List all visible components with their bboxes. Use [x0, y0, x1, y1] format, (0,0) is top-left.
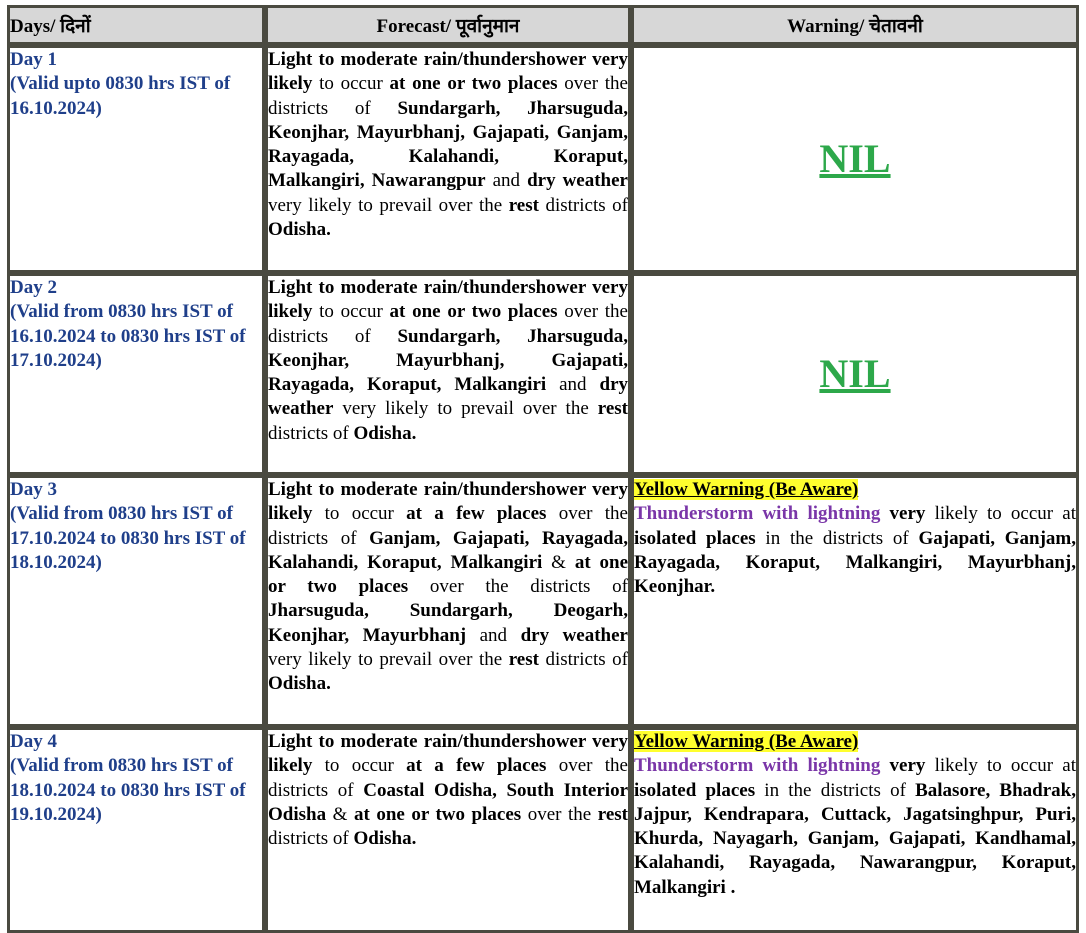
- forecast-coverage: at one or two places: [353, 803, 522, 825]
- forecast-rest: rest: [508, 194, 539, 216]
- validity-text: (Valid upto 0830 hrs IST of 16.10.2024): [10, 73, 231, 119]
- forecast-text: and: [485, 170, 528, 192]
- forecast-text: districts of: [538, 649, 628, 671]
- header-warning: Warning/ चेतावनी: [631, 5, 1079, 45]
- forecast-intensity: Light to moderate rain/thundershower very likely: [268, 479, 628, 525]
- forecast-text: to occur: [312, 301, 390, 323]
- forecast-text: very likely to prevail over the: [333, 398, 598, 420]
- forecast-coverage: at one or two places: [268, 551, 629, 598]
- forecast-text: and: [466, 624, 521, 646]
- header-forecast: Forecast/ पूर्वानुमान: [265, 5, 631, 45]
- forecast-districts: Coastal Odisha, South Interior Odisha: [268, 779, 628, 825]
- forecast-text: over the districts of: [408, 576, 628, 598]
- forecast-state: Odisha.: [353, 828, 417, 850]
- forecast-state: Odisha.: [268, 219, 331, 241]
- forecast-districts: Sundargarh, Jharsuguda, Keonjhar, Mayurbhanj, Gajapati, Ganjam, Rayagada, Kalahandi, Koraput, Malkangiri, Nawarangpur: [268, 97, 628, 192]
- forecast-text: over the districts of: [268, 301, 628, 347]
- forecast-intensity: Light to moderate rain/thundershower very likely: [268, 49, 628, 95]
- forecast-text: and: [546, 374, 600, 396]
- validity-text: (Valid from 0830 hrs IST of 18.10.2024 to 0830 hrs IST of 19.10.2024): [10, 755, 246, 825]
- table-row: [7, 273, 1079, 475]
- forecast-text: &: [326, 803, 354, 825]
- forecast-text: very likely to prevail over the: [268, 649, 509, 671]
- warning-text: in the districts of: [755, 779, 916, 801]
- warning-cell: [631, 475, 1079, 727]
- forecast-cell: [265, 273, 631, 475]
- day-label: Day 3: [10, 479, 57, 500]
- forecast-coverage: at a few places: [406, 503, 547, 525]
- warning-level-badge: Yellow Warning (Be Aware): [634, 479, 859, 500]
- warning-text: likely to occur at: [925, 755, 1076, 777]
- forecast-text: over the districts of: [268, 755, 628, 801]
- warning-districts: Balasore, Bhadrak, Jajpur, Kendrapara, Cuttack, Jagatsinghpur, Puri, Khurda, Nayagarh, Ganjam, Gajapati, Kandhamal, Kalahandi, Rayagada, Nawarangpur, Koraput, Malkangiri .: [634, 779, 1076, 898]
- table-row: [7, 727, 1079, 933]
- warning-text: likely to occur at: [925, 503, 1076, 525]
- forecast-cell: [265, 727, 631, 933]
- warning-text: in the districts of: [755, 527, 919, 549]
- table-header-row: [7, 5, 1079, 45]
- warning-phenomenon: Thunderstorm with lightning: [634, 755, 881, 777]
- forecast-dry-weather: dry weather: [527, 170, 628, 192]
- warning-nil: NIL: [819, 135, 891, 181]
- warning-level-badge: Yellow Warning (Be Aware): [634, 731, 859, 752]
- table-row: [7, 475, 1079, 727]
- forecast-dry-weather: dry weather: [268, 374, 628, 420]
- warning-cell: [631, 727, 1079, 933]
- warning-coverage: isolated places: [634, 779, 756, 801]
- day-cell: [7, 475, 265, 727]
- forecast-text: districts of: [268, 828, 354, 850]
- forecast-intensity: Light to moderate rain/thundershower very likely: [268, 731, 628, 777]
- validity-text: (Valid from 0830 hrs IST of 17.10.2024 to 0830 hrs IST of 18.10.2024): [10, 503, 246, 573]
- warning-districts: Gajapati, Ganjam, Rayagada, Koraput, Malkangiri, Mayurbhanj, Keonjhar.: [634, 527, 1077, 598]
- validity-text: (Valid from 0830 hrs IST of 16.10.2024 to 0830 hrs IST of 17.10.2024): [10, 301, 246, 371]
- warning-cell: [631, 45, 1079, 273]
- forecast-text: over the: [521, 803, 598, 825]
- forecast-coverage: at a few places: [406, 755, 547, 777]
- warning-cell: [631, 273, 1079, 475]
- forecast-text: to occur: [312, 503, 407, 525]
- header-days: Days/ दिनों: [7, 5, 265, 45]
- day-label: Day 1: [10, 49, 57, 70]
- day-label: Day 4: [10, 731, 57, 752]
- day-cell: [7, 273, 265, 475]
- day-label: Day 2: [10, 277, 57, 298]
- forecast-text: very likely to prevail over the: [268, 194, 509, 216]
- warning-coverage: isolated places: [634, 527, 756, 549]
- forecast-text: districts of: [538, 194, 628, 216]
- forecast-coverage: at one or two places: [389, 73, 558, 95]
- forecast-text: to occur: [312, 73, 390, 95]
- forecast-text: over the districts of: [268, 503, 628, 549]
- forecast-rest: rest: [597, 398, 628, 420]
- forecast-warning-table: [7, 5, 1079, 933]
- warning-nil: NIL: [819, 350, 891, 396]
- forecast-dry-weather: dry weather: [520, 624, 628, 646]
- forecast-text: districts of: [268, 422, 354, 444]
- forecast-coverage: at one or two places: [389, 301, 558, 323]
- day-cell: [7, 727, 265, 933]
- warning-phenomenon: Thunderstorm with lightning: [634, 503, 881, 525]
- warning-text: very: [880, 755, 926, 777]
- forecast-districts: Jharsuguda, Sundargarh, Deogarh, Keonjhar, Mayurbhanj: [268, 600, 628, 646]
- forecast-districts: Sundargarh, Jharsuguda, Keonjhar, Mayurbhanj, Gajapati, Rayagada, Koraput, Malkangiri: [268, 325, 628, 396]
- forecast-state: Odisha.: [353, 422, 417, 444]
- warning-text: very: [880, 503, 926, 525]
- forecast-rest: rest: [508, 649, 539, 671]
- forecast-text: &: [542, 551, 575, 573]
- day-cell: [7, 45, 265, 273]
- forecast-rest: rest: [597, 803, 628, 825]
- forecast-cell: [265, 475, 631, 727]
- forecast-text: to occur: [312, 755, 407, 777]
- forecast-text: over the districts of: [268, 73, 628, 119]
- forecast-state: Odisha.: [268, 673, 331, 695]
- table-row: [7, 45, 1079, 273]
- forecast-districts: Ganjam, Gajapati, Rayagada, Kalahandi, Koraput, Malkangiri: [268, 527, 628, 573]
- forecast-cell: [265, 45, 631, 273]
- forecast-intensity: Light to moderate rain/thundershower very likely: [268, 277, 628, 323]
